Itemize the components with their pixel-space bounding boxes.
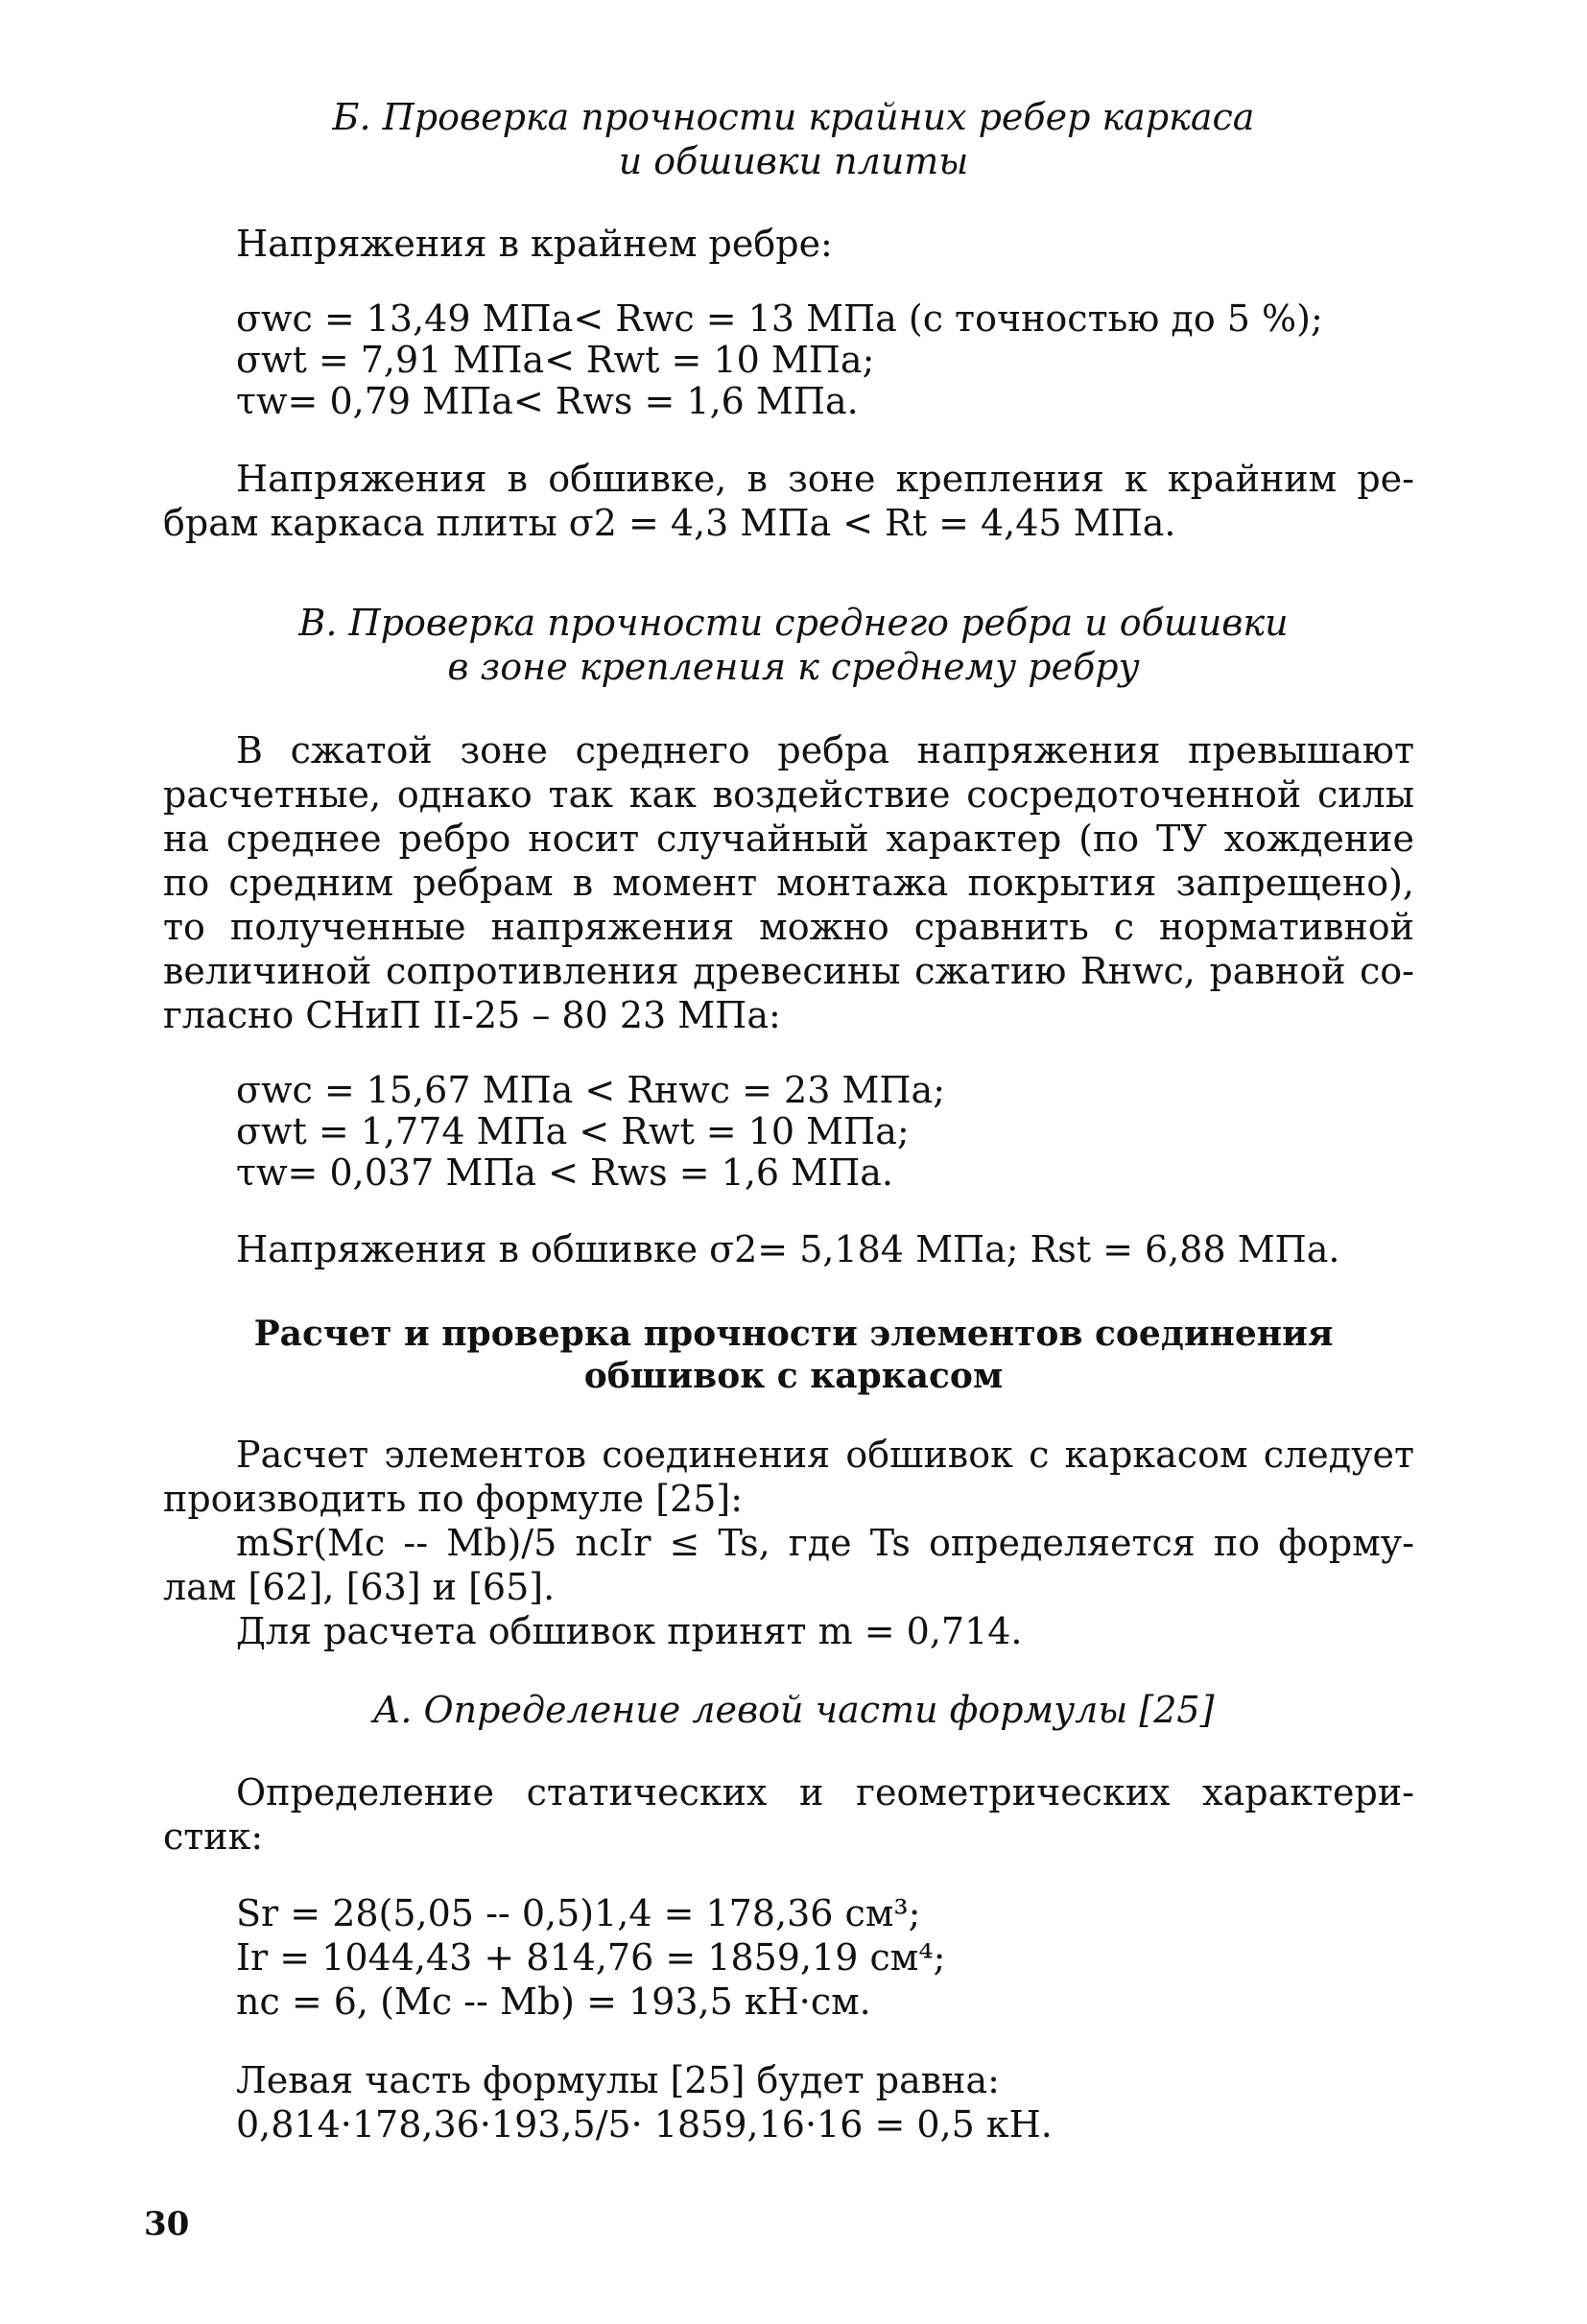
section-b-paragraph-line2: брам каркаса плиты σ2 = 4,3 МПа < Rt = 4,45 МПа. [163,502,1176,544]
calc-title-line2: обшивок с каркасом [583,1356,1004,1396]
calc-formula-line: mSr(Mc -- Mb)/5 ncIr ≤ Ts, где Ts определяется по форму- [236,1522,1414,1564]
calc-paragraph-line1: Расчет элементов соединения обшивок с каркасом следует [236,1434,1414,1476]
section-a-paragraph-line1: Определение статических и геометрических характери- [236,1771,1414,1814]
section-a-title: А. Определение левой части формулы [25] [372,1689,1215,1731]
section-v-title-line1: В. Проверка прочности среднего ребра и обшивки [298,602,1289,644]
calc-paragraph-line4: лам [62], [63] и [65]. [163,1566,556,1608]
section-v-paragraph-line5: то полученные напряжения можно сравнить с нормативной [163,906,1414,948]
section-v-paragraph-line3: на среднее ребро носит случайный характер (по ТУ хождение [163,818,1414,860]
section-b-title-line2: и обшивки плиты [618,140,969,182]
section-b-equation-2: σwt = 7,91 МПа< Rwt = 10 МПа; [236,339,875,381]
section-a-result-line2: 0,814·178,36·193,5/5· 1859,16·16 = 0,5 кН. [236,2103,1053,2146]
section-v-skin-stress: Напряжения в обшивке σ2= 5,184 МПа; Rst = 6,88 МПа. [236,1228,1340,1270]
section-a-equation-3: nc = 6, (Mc -- Mb) = 193,5 кН·см. [236,1980,871,2023]
section-v-equation-2: σwt = 1,774 МПа < Rwt = 10 МПа; [236,1110,910,1152]
section-b-equation-1: σwc = 13,49 МПа< Rwc = 13 МПа (с точностью до 5 %); [236,297,1323,340]
section-v-paragraph-line7: гласно СНиП II-25 – 80 23 МПа: [163,994,781,1036]
section-v-equation-3: τw= 0,037 МПа < Rws = 1,6 МПа. [236,1151,893,1194]
section-a-result-line1: Левая часть формулы [25] будет равна: [236,2059,1000,2101]
section-v-paragraph-line2: расчетные, однако так как воздействие сосредоточенной силы [163,773,1414,816]
section-b-intro: Напряжения в крайнем ребре: [236,223,833,265]
section-a-paragraph-line2: стик: [163,1815,264,1858]
calc-title-line1: Расчет и проверка прочности элементов соединения [253,1314,1334,1354]
section-v-equation-1: σwc = 15,67 МПа < Rнwc = 23 МПа; [236,1069,945,1111]
section-b-paragraph-line1: Напряжения в обшивке, в зоне крепления к крайним ре- [236,458,1414,500]
section-v-paragraph-line4: по средним ребрам в момент монтажа покрытия запрещено), [163,862,1414,904]
calc-paragraph-line5: Для расчета обшивок принят m = 0,714. [236,1610,1023,1652]
section-b-equation-3: τw= 0,79 МПа< Rws = 1,6 МПа. [236,380,859,422]
section-v-title-line2: в зоне крепления к среднему ребру [447,646,1140,688]
section-a-equation-1: Sr = 28(5,05 -- 0,5)1,4 = 178,36 см³; [236,1892,921,1934]
section-b-title-line1: Б. Проверка прочности крайних ребер каркаса [332,96,1255,138]
page-number: 30 [144,2205,190,2243]
section-v-paragraph-line6: величиной сопротивления древесины сжатию Rнwc, равной со- [163,950,1414,992]
section-a-equation-2: Ir = 1044,43 + 814,76 = 1859,19 см⁴; [236,1936,946,1979]
section-v-paragraph-line1: В сжатой зоне среднего ребра напряжения превышают [236,729,1414,771]
calc-paragraph-line2: производить по формуле [25]: [163,1478,744,1520]
